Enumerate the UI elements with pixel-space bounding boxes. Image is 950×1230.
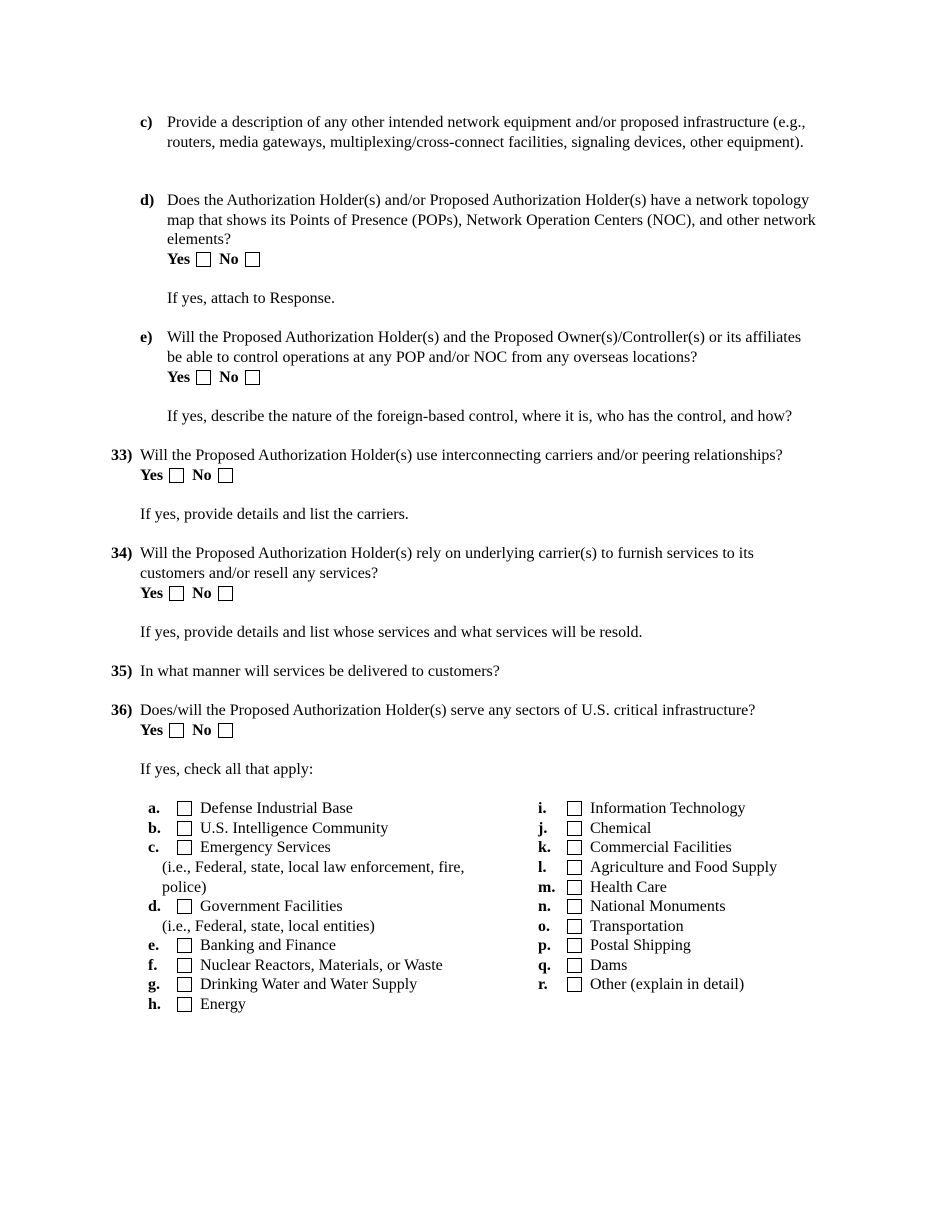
sector-checkbox-i[interactable] [567,801,582,816]
q36-yes-checkbox[interactable] [169,723,184,738]
sector-letter: a. [148,800,160,817]
no-label: No [219,251,239,268]
sector-letter: f. [148,957,158,974]
q33-yes-no [140,466,241,486]
q36-yes-no [140,721,241,741]
sector-label: Information Technology [590,800,746,817]
q33-text: Will the Proposed Authorization Holder(s) use interconnecting carriers and/or peering relationships? [140,447,783,464]
sector-checkbox-b[interactable] [177,821,192,836]
sector-letter: l. [538,859,547,876]
q34-yes-checkbox[interactable] [169,586,184,601]
yes-label: Yes [167,369,191,386]
q34-no-checkbox[interactable] [218,586,233,601]
q34-label: 34) [111,545,133,562]
q32d-label: d) [140,192,155,209]
sector-note-d: (i.e., Federal, state, local entities) [162,918,375,935]
q32c-text: Provide a description of any other intended network equipment and/or proposed infrastructure (e.g., routers, media gateways, multiplexing/cross-connect facilities, signaling devices, other equipment). [167,114,806,151]
sector-label: Other (explain in detail) [590,976,745,993]
sector-label: Defense Industrial Base [200,800,353,817]
yes-label: Yes [140,467,164,484]
q32e-yes-no [167,368,268,388]
sector-label: Commercial Facilities [590,839,732,856]
sector-checkbox-p[interactable] [567,938,582,953]
q33-yes-checkbox[interactable] [169,468,184,483]
sector-label: Drinking Water and Water Supply [200,976,418,993]
sector-letter: m. [538,879,556,896]
q33-followup: If yes, provide details and list the carriers. [140,506,409,523]
sector-checkbox-d[interactable] [177,899,192,914]
sector-note-c-line1: (i.e., Federal, state, local law enforcement, fire, [162,859,465,876]
sector-note-c-line2: police) [162,879,207,896]
yes-label: Yes [140,585,164,602]
yes-label: Yes [140,722,164,739]
sector-checkbox-h[interactable] [177,997,192,1012]
sector-label: Agriculture and Food Supply [590,859,778,876]
q32d-text: Does the Authorization Holder(s) and/or Proposed Authorization Holder(s) have a network topology map that shows its Points of Presence (POPs), Network Operation Centers (NOC), and other network elements? [167,192,816,249]
sector-letter: b. [148,820,161,837]
q32e-yes-checkbox[interactable] [196,370,211,385]
sector-label: Energy [200,996,246,1013]
sector-checkbox-r[interactable] [567,977,582,992]
no-label: No [192,467,212,484]
yes-label: Yes [167,251,191,268]
sector-checkbox-k[interactable] [567,840,582,855]
sector-label: Chemical [590,820,652,837]
sector-checkbox-a[interactable] [177,801,192,816]
q32d-yes-checkbox[interactable] [196,252,211,267]
q32d-no-checkbox[interactable] [245,252,260,267]
q32d-yes-no [167,250,268,270]
sector-label: U.S. Intelligence Community [200,820,389,837]
sector-letter: e. [148,937,160,954]
sector-letter: o. [538,918,550,935]
sector-checkbox-e[interactable] [177,938,192,953]
no-label: No [192,722,212,739]
q33-label: 33) [111,447,133,464]
q36-followup: If yes, check all that apply: [140,761,314,778]
no-label: No [219,369,239,386]
q32e-followup: If yes, describe the nature of the foreign-based control, where it is, who has the control, and how? [167,408,793,425]
q32d-followup: If yes, attach to Response. [167,290,335,307]
sector-checkbox-o[interactable] [567,919,582,934]
q34-followup: If yes, provide details and list whose services and what services will be resold. [140,624,643,641]
sector-letter: k. [538,839,551,856]
sector-letter: r. [538,976,548,993]
q32c-label: c) [140,114,153,131]
q35-label: 35) [111,663,133,680]
sector-letter: q. [538,957,551,974]
sector-label: Emergency Services [200,839,331,856]
sector-checkbox-l[interactable] [567,860,582,875]
q34-yes-no [140,584,241,604]
sector-checkbox-n[interactable] [567,899,582,914]
q35-text: In what manner will services be delivered to customers? [140,663,500,680]
sector-letter: c. [148,839,160,856]
sector-label: Government Facilities [200,898,343,915]
q34-text: Will the Proposed Authorization Holder(s) rely on underlying carrier(s) to furnish services to its customers and/or resell any services? [140,545,754,582]
q33-no-checkbox[interactable] [218,468,233,483]
sector-letter: j. [538,820,548,837]
sector-letter: p. [538,937,551,954]
sector-checkbox-f[interactable] [177,958,192,973]
sector-label: Postal Shipping [590,937,691,954]
q32e-label: e) [140,329,153,346]
sector-letter: h. [148,996,161,1013]
sector-label: Health Care [590,879,667,896]
q36-no-checkbox[interactable] [218,723,233,738]
sector-letter: g. [148,976,160,993]
sector-letter: d. [148,898,161,915]
sector-label: Dams [590,957,628,974]
sector-letter: n. [538,898,551,915]
sector-checkbox-j[interactable] [567,821,582,836]
sector-label: National Monuments [590,898,726,915]
sector-letter: i. [538,800,547,817]
q32e-no-checkbox[interactable] [245,370,260,385]
no-label: No [192,585,212,602]
sector-label: Transportation [590,918,684,935]
sector-checkbox-g[interactable] [177,977,192,992]
sector-checkbox-q[interactable] [567,958,582,973]
q32e-text: Will the Proposed Authorization Holder(s) and the Proposed Owner(s)/Controller(s) or its affiliates be able to control operations at any POP and/or NOC from any overseas locations? [167,329,802,366]
sector-label: Nuclear Reactors, Materials, or Waste [200,957,443,974]
sector-checkbox-m[interactable] [567,880,582,895]
q36-label: 36) [111,702,133,719]
sector-label: Banking and Finance [200,937,336,954]
sector-checkbox-c[interactable] [177,840,192,855]
q36-text: Does/will the Proposed Authorization Holder(s) serve any sectors of U.S. critical infrastructure? [140,702,756,719]
